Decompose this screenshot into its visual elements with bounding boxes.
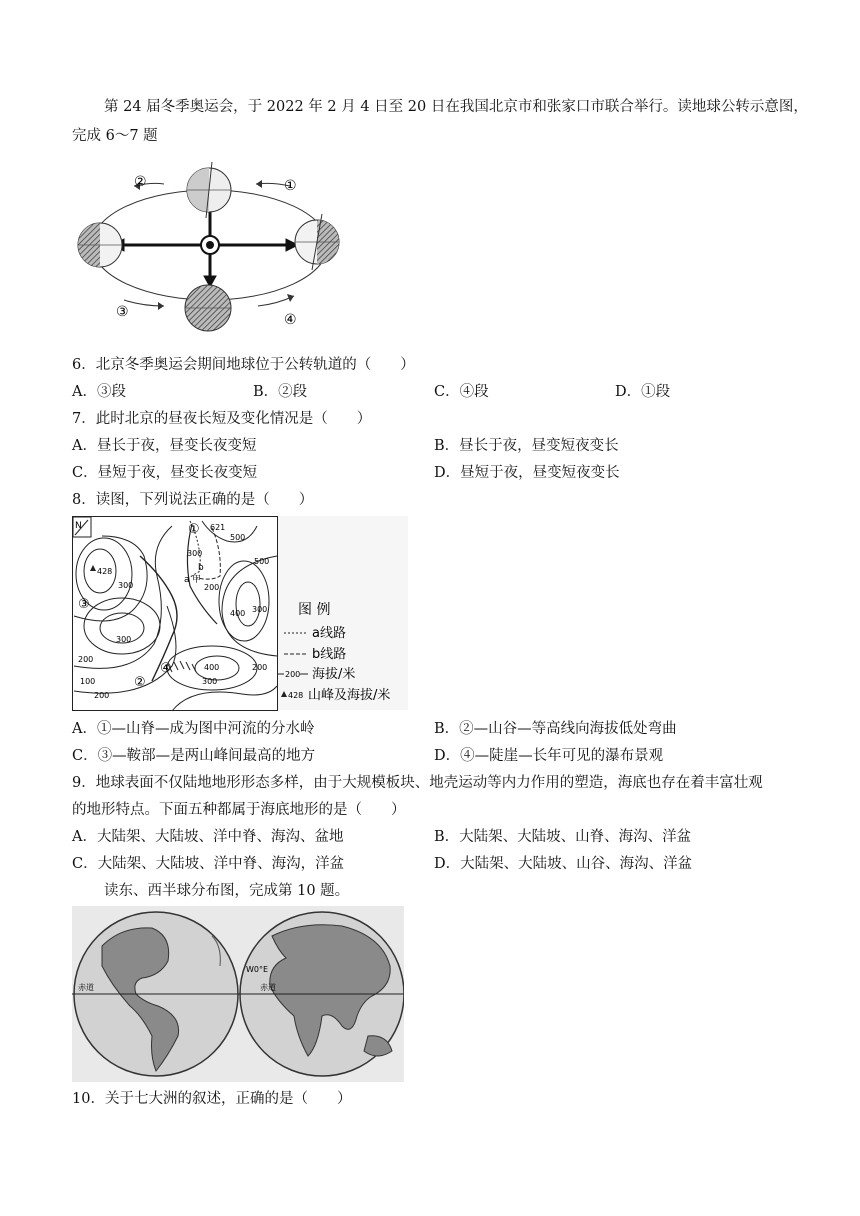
- intro-line-2: 完成 6～7 题: [72, 128, 158, 144]
- legend-item-b: b线路: [312, 647, 347, 662]
- earth-bottom: [185, 285, 231, 331]
- legend-item-peak: 山峰及海拔/米: [308, 688, 391, 703]
- q9-option-b[interactable]: B．大陆架、大陆坡、山脊、海沟、洋盆: [434, 829, 692, 845]
- legend-item-elev: 海拔/米: [312, 667, 356, 682]
- q6-option-a[interactable]: A．③段: [72, 384, 126, 400]
- contour-label: 300: [187, 549, 203, 558]
- north-arrow-icon: [73, 517, 91, 537]
- contour-label: 200: [252, 663, 268, 672]
- q9-stem-line-1: 9．地球表面不仅陆地地形形态多样，由于大规模板块、地壳运动等内力作用的塑造，海底也存在着丰富壮观: [72, 775, 763, 791]
- orbit-label-3: ③: [116, 304, 129, 320]
- q9-option-d[interactable]: D．大陆架、大陆坡、山谷、海沟、洋盆: [434, 856, 693, 872]
- q9-option-c[interactable]: C．大陆架、大陆坡、洋中脊、海沟，洋盆: [72, 856, 345, 872]
- q8-stem: 8．读图，下列说法正确的是（ ）: [72, 492, 314, 508]
- q7-stem: 7．此时北京的昼夜长短及变化情况是（ ）: [72, 411, 372, 427]
- sun-icon: [201, 236, 219, 254]
- legend-item-a: a线路: [312, 626, 346, 641]
- q8-option-c[interactable]: C．③—鞍部—是两山峰间最高的地方: [72, 748, 316, 764]
- contour-label: 400: [204, 663, 220, 672]
- place-label-jia: 甲: [192, 575, 202, 585]
- q6-option-c[interactable]: C．④段: [434, 384, 489, 400]
- orbit-diagram: [72, 160, 352, 335]
- q7-option-d[interactable]: D．昼短于夜，昼变短夜变长: [434, 465, 620, 481]
- peak-elevation: 428: [97, 567, 113, 576]
- contour-map: [72, 516, 412, 712]
- orbit-label-1: ①: [284, 178, 297, 194]
- q6-option-b[interactable]: B．②段: [253, 384, 308, 400]
- q6-option-d[interactable]: D．①段: [615, 384, 671, 400]
- intro-line-1: 第 24 届冬季奥运会，于 2022 年 2 月 4 日至 20 日在我国北京市和张家口市联合举行。读地球公转示意图，: [104, 99, 808, 115]
- earth-left: [78, 223, 122, 267]
- equator-label-left: 赤道: [78, 983, 94, 992]
- meridian-label: W0°E: [246, 965, 269, 974]
- contour-label: 100: [80, 677, 96, 686]
- place-label-a: a: [184, 575, 190, 585]
- contour-label: 300: [116, 635, 132, 644]
- contour-label: 300: [202, 677, 218, 686]
- q10-intro: 读东、西半球分布图，完成第 10 题。: [104, 883, 350, 899]
- map-mark-4: ④: [160, 661, 172, 676]
- orbit-label-4: ④: [284, 312, 297, 328]
- contour-label: 500: [254, 557, 270, 566]
- q9-option-a[interactable]: A．大陆架、大陆坡、洋中脊、海沟、盆地: [72, 829, 344, 845]
- q10-stem: 10．关于七大洲的叙述，正确的是（ ）: [72, 1091, 352, 1107]
- place-label-b: b: [198, 563, 204, 573]
- equator-label-right: 赤道: [260, 983, 276, 992]
- q7-option-a[interactable]: A．昼长于夜，昼变长夜变短: [72, 438, 257, 454]
- map-mark-1: ①: [188, 522, 200, 537]
- contour-label: 200: [94, 691, 110, 700]
- legend-peak-sample: 428: [288, 691, 304, 700]
- contour-label: 500: [230, 533, 246, 542]
- q6-stem: 6．北京冬季奥运会期间地球位于公转轨道的（ ）: [72, 357, 415, 373]
- svg-text:N: N: [75, 521, 82, 531]
- hemisphere-map: [72, 906, 404, 1082]
- q7-option-b[interactable]: B．昼长于夜，昼变短夜变长: [434, 438, 619, 454]
- contour-label: 300: [118, 581, 134, 590]
- summit-label: 621: [210, 523, 226, 532]
- contour-label: 300: [252, 605, 268, 614]
- legend-contour-sample: 200: [285, 670, 301, 679]
- contour-label: 200: [204, 583, 220, 592]
- map-legend: [278, 516, 408, 710]
- map-mark-2: ②: [134, 675, 146, 690]
- legend-title: 图 例: [298, 602, 331, 618]
- contour-label: 400: [230, 609, 246, 618]
- earth-top: [187, 162, 231, 218]
- q7-option-c[interactable]: C．昼短于夜，昼变长夜变短: [72, 465, 258, 481]
- q8-option-a[interactable]: A．①—山脊—成为图中河流的分水岭: [72, 721, 315, 737]
- contour-label: 200: [78, 655, 94, 664]
- q8-option-d[interactable]: D．④—陡崖—长年可见的瀑布景观: [434, 748, 664, 764]
- earth-right: [295, 214, 339, 270]
- q9-stem-line-2: 的地形特点。下面五种都属于海底地形的是（ ）: [72, 802, 406, 818]
- map-mark-3: ③: [78, 597, 90, 612]
- q8-option-b[interactable]: B．②—山谷—等高线向海拔低处弯曲: [434, 721, 677, 737]
- orbit-label-2: ②: [134, 174, 147, 190]
